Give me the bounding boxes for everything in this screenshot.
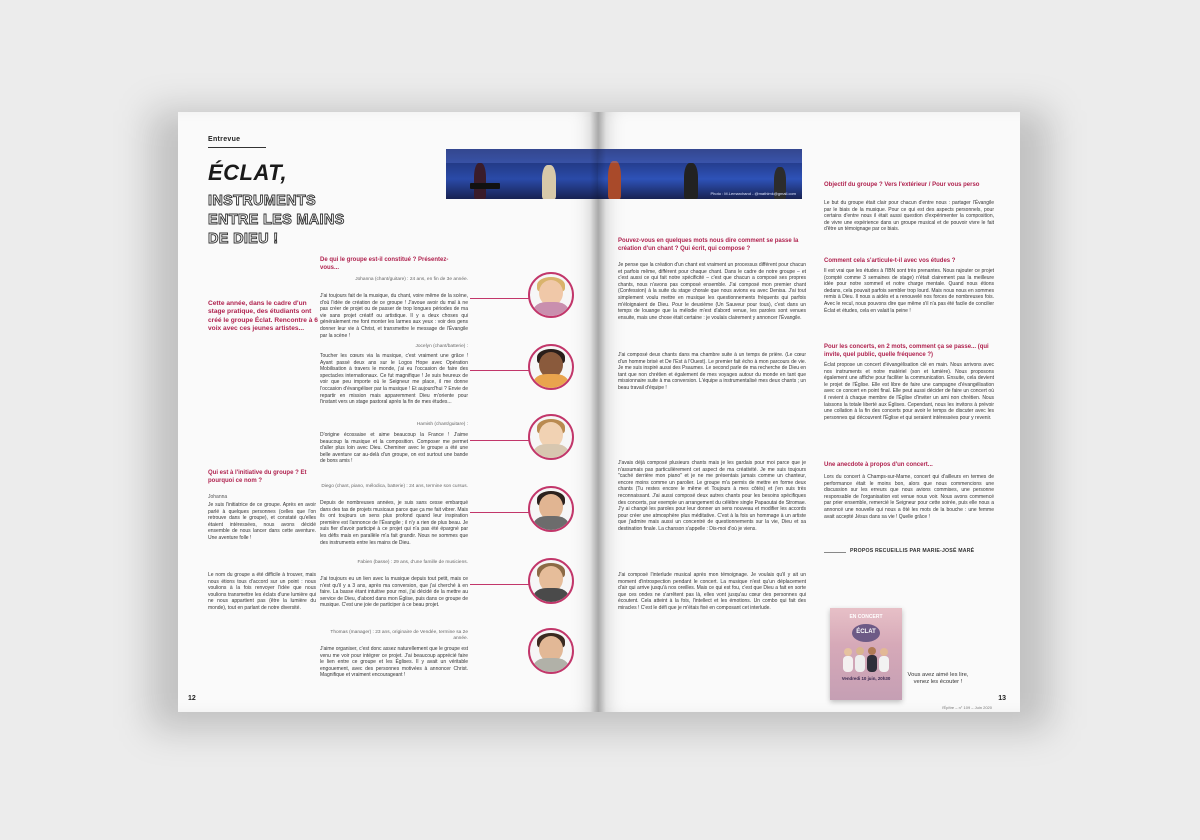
credit-rule [824, 552, 846, 553]
member-meta: Thomas (manager) : 23 ans, originaire de Vendée, termine sa 2e année. [330, 630, 468, 641]
concerts-paragraph: Éclat propose un concert d'évangélisation clé en main. Nous arrivons avec nos instruments et notre matériel (son et lumière). Nous proposons également une affiche pour faciliter la communication. Ensuite, cela devient le projet de l'Église. Elle est libre de faire une campagne d'évangélisation avec ce concert en point final. Elle peut aussi décider de faire un concert où il revient à chaque membre de l'Église d'inviter un ami non chrétien. Nous laissons la totale liberté aux Églises. Cependant, nous les invitons à prévoir une collation à la fin des concerts pour avoir le temps de discuter avec les personnes qui découvrent l'Église et qui seraient intéressées pour y revenir. [824, 362, 994, 421]
magazine-spine [590, 112, 606, 712]
avatar-hamish [528, 414, 574, 460]
concert-poster [830, 608, 902, 700]
compose-paragraph-3: J'avais déjà composé plusieurs chants mais je les gardais pour moi parce que je n'assumais pas particulièrement cet aspect de ma créativité. Je me suis toujours "caché derrière mon piano" et je ne me présentais jamais comme un chanteur, encore moins comme un parolier. Le groupe m'a permis de mettre en forme deux chants (Tu restes encore le même et Toujours à mes côtés) et j'en suis très reconnaissant. J'ai aussi composé deux autres chants pour les besoins spécifiques des concerts, par exemple un arrangement du célèbre single Papaoutai de Stromae. J'y ai changé les paroles pour leur donner un sens nouveau et modifier les accords pour créer une atmosphère plus méditative. C'est à la fois un hommage à un artiste que j'admire mais aussi un concentré de questionnements sur la vie, Dieu et sa destination finale. La chanson s'appelle : Dis-moi d'où je viens. [618, 460, 806, 532]
anecdote-paragraph: Lors du concert à Champs-sur-Marne, concert qui d'ailleurs en termes de performance était le moins bon, alors que nous commencions une discussion sur les erreurs que nous avions commises, une personne responsable de l'organisation est venue nous voir. Nous avons commencé par prier ensemble, remercié le Seigneur pour cette soirée, puis elle nous a annoncé une nouvelle qui nous a ôté les mots de la bouche : une femme avait accepté Jésus dans sa vie ! Quelle grâce ! [824, 474, 994, 520]
performer-figure [542, 165, 556, 199]
poster-caption: Vous avez aimé les lire, venez les écouter ! [907, 672, 969, 685]
article-subtitle: INSTRUMENTS ENTRE LES MAINS DE DIEU ! [208, 193, 345, 247]
photo-credit: Photo : M.Lemarchand - @mathlmk@gmail.com [710, 191, 796, 196]
performer-figure [608, 161, 621, 199]
magazine-footer: l'Épître – n° 109 – Juin 2020 [941, 705, 992, 710]
question-constitue: De qui le groupe est-il constitué ? Présentez-vous... [320, 257, 449, 271]
member-meta: Johanna (chant/guitare) : 24 ans, en fin de 3e année. [355, 277, 468, 282]
member-text: J'ai toujours fait de la musique, du chant, voire même de la scène, d'où l'idée de création de ce groupe ! J'avoue avoir du mal à ne pas créer de projet ou de passer de trop longues périodes de ma vie sans projet créatif ou artistique. Il y a deux choses qui généralement me font monter les larmes aux yeux : voir des gens donner leur vie à Christ, et transmettre le message de l'Évangile par la scène ! [320, 293, 468, 339]
poster-band-image [840, 644, 892, 672]
member-text: J'ai toujours eu un lien avec la musique depuis tout petit, mais ce n'est qu'il y a 3 ans, après ma conversion, que j'ai cherché à en faire. La basse étant intuitive pour moi, j'ai décidé de la mettre au service de Dieu, d'abord dans mon Église, puis dans ce groupe de musique. C'est une joie de participer à ce beau projet. [320, 576, 468, 609]
interview-credit: PROPOS RECUEILLIS PAR MARIE-JOSÉ MARÉ [850, 548, 975, 554]
member-text: Toucher les cœurs via la musique, c'est vraiment une grâce ! Ayant passé deux ans sur le Logos Hope avec Opération Mobilisation à travers le monde, j'ai eu l'occasion de faire des spectacles internationaux. Ce fut magnifique ! Je suis heureux de voir que peu importe où le Seigneur me place, il me donne l'occasion d'évangéliser par la musique ! Et aujourd'hui ? Envie de repartir en mission mais apparemment Dieu m'oriente pour l'instant vers un stage pastoral après la fin de mes études... [320, 353, 468, 406]
article-intro: Cette année, dans le cadre d'un stage pratique, des étudiants ont créé le groupe Éclat. Rencontre à 6 voix avec ces jeunes artistes... [208, 300, 318, 332]
avatar-diego [528, 486, 574, 532]
member-text: Depuis de nombreuses années, je suis sans cesse embarqué dans des tas de projets musicaux parce que ça me fait vibrer. Mais ils ont toujours un sens plus profond quand leur inspiration première est l'annonce de l'Évangile ; il n'y a rien de plus beau. Je suis fier d'avoir participé à ce projet qui n'a pas été épargné par les défis mais en parallèle m'a fait grandir. Nous ne sommes que des instruments entre les mains de Dieu. [320, 500, 468, 546]
question-compose: Pouvez-vous en quelques mots nous dire comment se passe la création d'un chant ? Qui écrit, qui compose ? [618, 238, 799, 252]
left-page [178, 112, 598, 712]
connector-line [470, 440, 530, 441]
performer-figure [684, 163, 698, 199]
poster-date: Vendredi 10 juin, 20h30 [841, 676, 891, 681]
avatar-jocelyn [528, 344, 574, 390]
member-meta: Hamish (chant/guitare) : [416, 422, 468, 427]
connector-line [470, 370, 530, 371]
member-meta: Jocelyn (chant/batterie) : [415, 344, 468, 349]
member-text: J'aime organiser, c'est donc assez naturellement que le groupe est venu me voir pour intégrer ce projet. J'ai beaucoup apprécié faire le lien entre ce groupe et les Églises. Il y avait un véritable engouement, avec des personnes motivées à annoncer Christ. Magnifique et vraiment encourageant ! [320, 646, 468, 679]
connector-line [470, 512, 530, 513]
member-text: D'origine écossaise et aime beaucoup la France ! J'aime beaucoup la musique et la composition. Composer me permet d'aller plus loin avec Dieu. Cheminer avec le groupe a été une belle aventure car au-delà d'un groupe, on est surtout une bande de bons amis ! [320, 432, 468, 465]
question-objectif: Objectif du groupe ? Vers l'extérieur / Pour vous perso [824, 182, 980, 188]
stage-light [446, 149, 598, 163]
avatar-fabien [528, 558, 574, 604]
initiative-paragraph-1: Je suis l'initiatrice de ce groupe. Après en avoir parlé à quelques personnes (celles que l'on retrouve dans le groupe), et constaté qu'elles étaient intéressées, nous avons décidé ensemble de nous lancer dans cette aventure. Une aventure folle ! [208, 502, 316, 541]
etudes-paragraph: Il est vrai que les études à l'IBN sont très prenantes. Nous rajouter ce projet (compté comme 3 semaines de stage) n'était clairement pas la meilleure idée pour notre sommeil et notre charge mentale. Quand nous étions dedans, cela pouvait parfois sembler trop lourd. Mais nous nous en sommes remis à Dieu. Il nous a aidés et a renouvelé nos forces de nombreuses fois. Avec le recul, nous pouvons dire que même s'il n'a pas été facile de concilier Éclat et études, cela en valait la peine ! [824, 268, 994, 314]
stage-light [598, 149, 802, 163]
member-meta: Fabien (basse) : 29 ans, d'une famille de musiciens. [357, 560, 468, 565]
poster-logo-text: ÉCLAT [856, 629, 876, 635]
performer-figure [474, 163, 486, 199]
avatar-thomas [528, 628, 574, 674]
question-concerts: Pour les concerts, en 2 mots, comment ça se passe... (qui invite, quel public, quelle fréquence ?) [824, 344, 989, 358]
page-number-right: 13 [998, 695, 1006, 702]
compose-paragraph-4: J'ai composé l'interlude musical après mon témoignage. Je voulais qu'il y ait un moment d'introspection pendant le concert. La musique n'est qu'un déplacement d'air qui arrive jusqu'à nos oreilles. Mais ce qui est fou, c'est que Dieu a fait en sorte que ces ondes ne s'arrêtent pas là, elles vont jusqu'au cœur des personnes qui écoutent. Cela atteint à la fois, l'intellect et les émotions. Un combo qui fait des miracles ! C'est le défi que je m'étais fixé en composant cet interlude. [618, 572, 806, 611]
question-initiative: Qui est à l'initiative du groupe ? Et pourquoi ce nom ? [208, 470, 307, 484]
stage-photo-left [446, 149, 598, 199]
section-label: Entrevue [208, 136, 241, 143]
keyboard-shape [470, 183, 500, 189]
right-page [598, 112, 1020, 712]
article-title: ÉCLAT, [208, 160, 288, 185]
member-meta: Diego (chant, piano, mélodica, batterie) : 24 ans, termine son cursus. [321, 484, 468, 489]
question-anecdote: Une anecdote à propos d'un concert... [824, 462, 933, 468]
page-number-left: 12 [188, 695, 196, 702]
initiative-paragraph-2: Le nom du groupe a été difficile à trouver, mais nous étions tous d'accord sur un point : nous voulions à la fois renvoyer l'idée que nous voulions transmettre les éclats d'une lumière qui ne nous appartient pas (être la lumière du monde), tout en parlant de notre diversité. [208, 572, 316, 611]
initiative-name: Johanna [208, 494, 228, 500]
connector-line [470, 584, 530, 585]
compose-paragraph-2: J'ai composé deux chants dans ma chambre suite à un temps de prière. (Le cœur d'un homme brisé et De l'Est à l'Ouest). Le premier fait écho à mon parcours de vie. Je me suis inspiré aussi des Psaumes. Le second parle de ma recherche de Dieu en tant que non chrétien et également de mes voyages autour du monde en tant que missionnaire suite à ma conversion. L'équipe a instrumentalisé mes deux chants ; un beau travail d'équipe ! [618, 352, 806, 391]
objectif-paragraph: Le but du groupe était clair pour chacun d'entre nous : partager l'Évangile par le biais de la musique. Pour ce qui est des aspects personnels, pour certains d'entre nous il était aussi question d'expérimenter la composition, de vivre une expérience dans un groupe musical et de pouvoir vivre le fait d'être un témoignage par ce biais. [824, 200, 994, 233]
compose-paragraph-1: Je pense que la création d'un chant est vraiment un processus différent pour chacun et parfois même, différent pour chaque chant. Dans le cadre de notre groupe – et c'est aussi ce qui fait notre spécificité – c'est que chacun a composé ses propres chants, nous n'avons pas composé ensemble. J'ai composé mon premier chant (Confession) à la suite du stage chorale que nous avions eu avec Denisa. J'ai tout simplement voulu mettre en musique les questionnements fréquents qui parfois m'éloignaient de Dieu. Pour le deuxième (Un Sauveur pour tous), c'est dans un temps de louange que la mélodie m'est d'abord venue, les paroles sont venues ensuite, mais une chose était certaine : je voulais clairement y annoncer l'Évangile. [618, 262, 806, 321]
question-etudes: Comment cela s'articule-t-il avec vos études ? [824, 258, 956, 264]
section-underline [208, 147, 266, 148]
poster-header: EN CONCERT [849, 614, 883, 620]
connector-line [470, 298, 530, 299]
stage-photo-right [598, 149, 802, 199]
avatar-johanna [528, 272, 574, 318]
